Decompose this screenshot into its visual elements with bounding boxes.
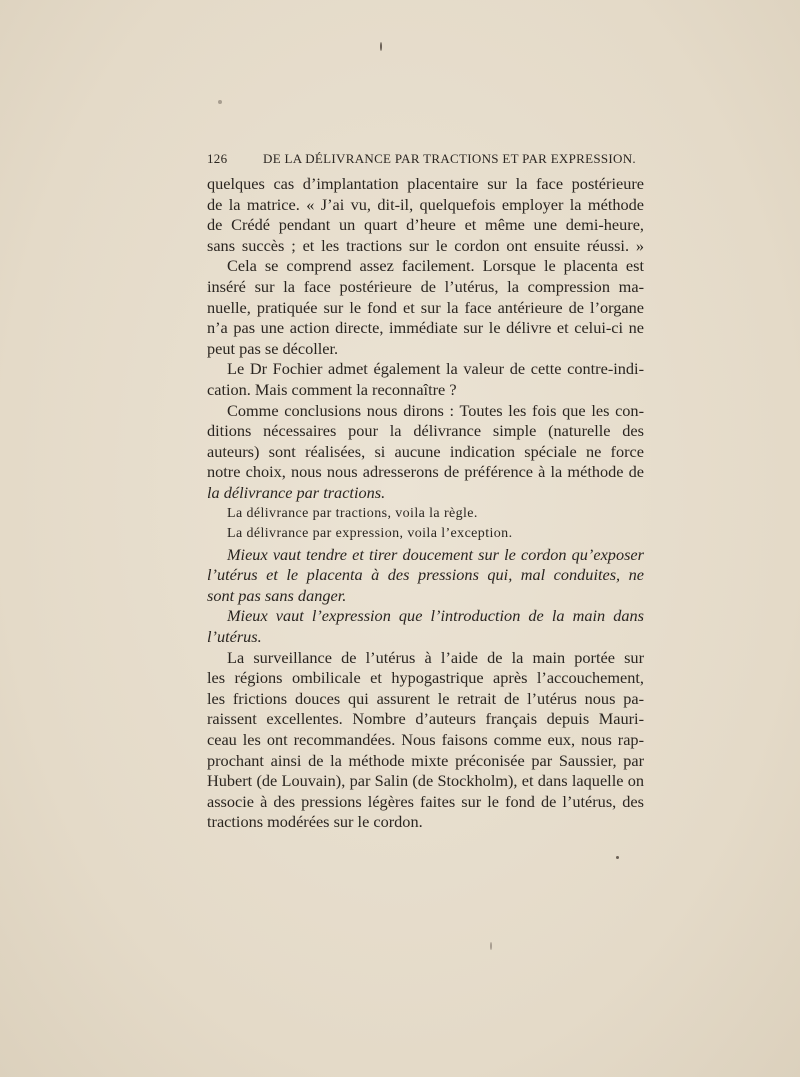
paper-speck — [616, 856, 619, 859]
text-line: Mieux vaut tendre et tirer doucement sur le cordon qu’exposer — [227, 544, 644, 564]
text-line: de Crédé pendant un quart d’heure et même une demi-heure, — [207, 215, 644, 235]
text-line: La délivrance par expression, voila l’exception. — [227, 526, 513, 542]
text-line: Comme conclusions nous dirons : Toutes les fois que les con- — [227, 400, 644, 420]
text-line: peut pas se décoller. — [207, 338, 339, 358]
text-line: l’utérus. — [207, 627, 262, 647]
text-line: Mieux vaut l’expression que l’introduction de la main dans — [227, 606, 644, 626]
running-header — [207, 151, 644, 167]
text-line: la délivrance par tractions. — [207, 482, 386, 502]
text-line: auteurs) sont réalisées, si aucune indication spéciale ne force — [207, 441, 644, 461]
text-line: cation. Mais comment la reconnaître ? — [207, 379, 457, 399]
page-number: 126 — [207, 151, 228, 166]
paper-speck — [380, 42, 382, 51]
text-line: ditions nécessaires pour la délivrance simple (naturelle des — [207, 421, 644, 441]
text-line: n’a pas une action directe, immédiate sur le délivre et celui-ci ne — [207, 318, 644, 338]
text-line: Le Dr Fochier admet également la valeur de cette contre-indi- — [227, 359, 644, 379]
text-line: sont pas sans danger. — [207, 585, 347, 605]
body-text — [207, 174, 644, 833]
text-line: inséré sur la face postérieure de l’utérus, la compression ma- — [207, 276, 644, 296]
text-line: de la matrice. « J’ai vu, dit-il, quelquefois employer la méthode — [207, 194, 644, 214]
text-line: les régions ombilicale et hypogastrique après l’accouchement, — [207, 668, 644, 688]
text-line: l’utérus et le placenta à des pressions qui, mal conduites, ne — [207, 565, 644, 585]
text-line: Cela se comprend assez facilement. Lorsque le placenta est — [227, 256, 644, 276]
text-line: prochant ainsi de la méthode mixte préconisée par Saussier, par — [207, 750, 644, 770]
text-line: nuelle, pratiquée sur le fond et sur la face antérieure de l’organe — [207, 297, 644, 317]
running-title: DE LA DÉLIVRANCE PAR TRACTIONS ET PAR EXPRESSION. — [263, 151, 636, 166]
paper-speck — [218, 100, 222, 104]
paper-speck — [490, 942, 492, 950]
text-line: associe à des pressions légères faites sur le fond de l’utérus, des — [207, 791, 644, 811]
text-line: Hubert (de Louvain), par Salin (de Stockholm), et dans laquelle on — [207, 771, 644, 791]
text-line: tractions modérées sur le cordon. — [207, 812, 423, 832]
text-line: ceau les ont recommandées. Nous faisons comme eux, nous rap- — [207, 730, 644, 750]
text-line: sans succès ; et les tractions sur le cordon ont ensuite réussi. » — [207, 235, 644, 255]
text-line: notre choix, nous nous adresserons de préférence à la méthode de — [207, 462, 644, 482]
text-line: La surveillance de l’utérus à l’aide de la main portée sur — [227, 647, 644, 667]
text-line: La délivrance par tractions, voila la règle. — [227, 505, 478, 521]
text-line: les frictions douces qui assurent le retrait de l’utérus nous pa- — [207, 688, 644, 708]
text-line: quelques cas d’implantation placentaire sur la face postérieure — [207, 174, 644, 193]
text-line: raissent excellentes. Nombre d’auteurs français depuis Mauri- — [207, 709, 644, 729]
